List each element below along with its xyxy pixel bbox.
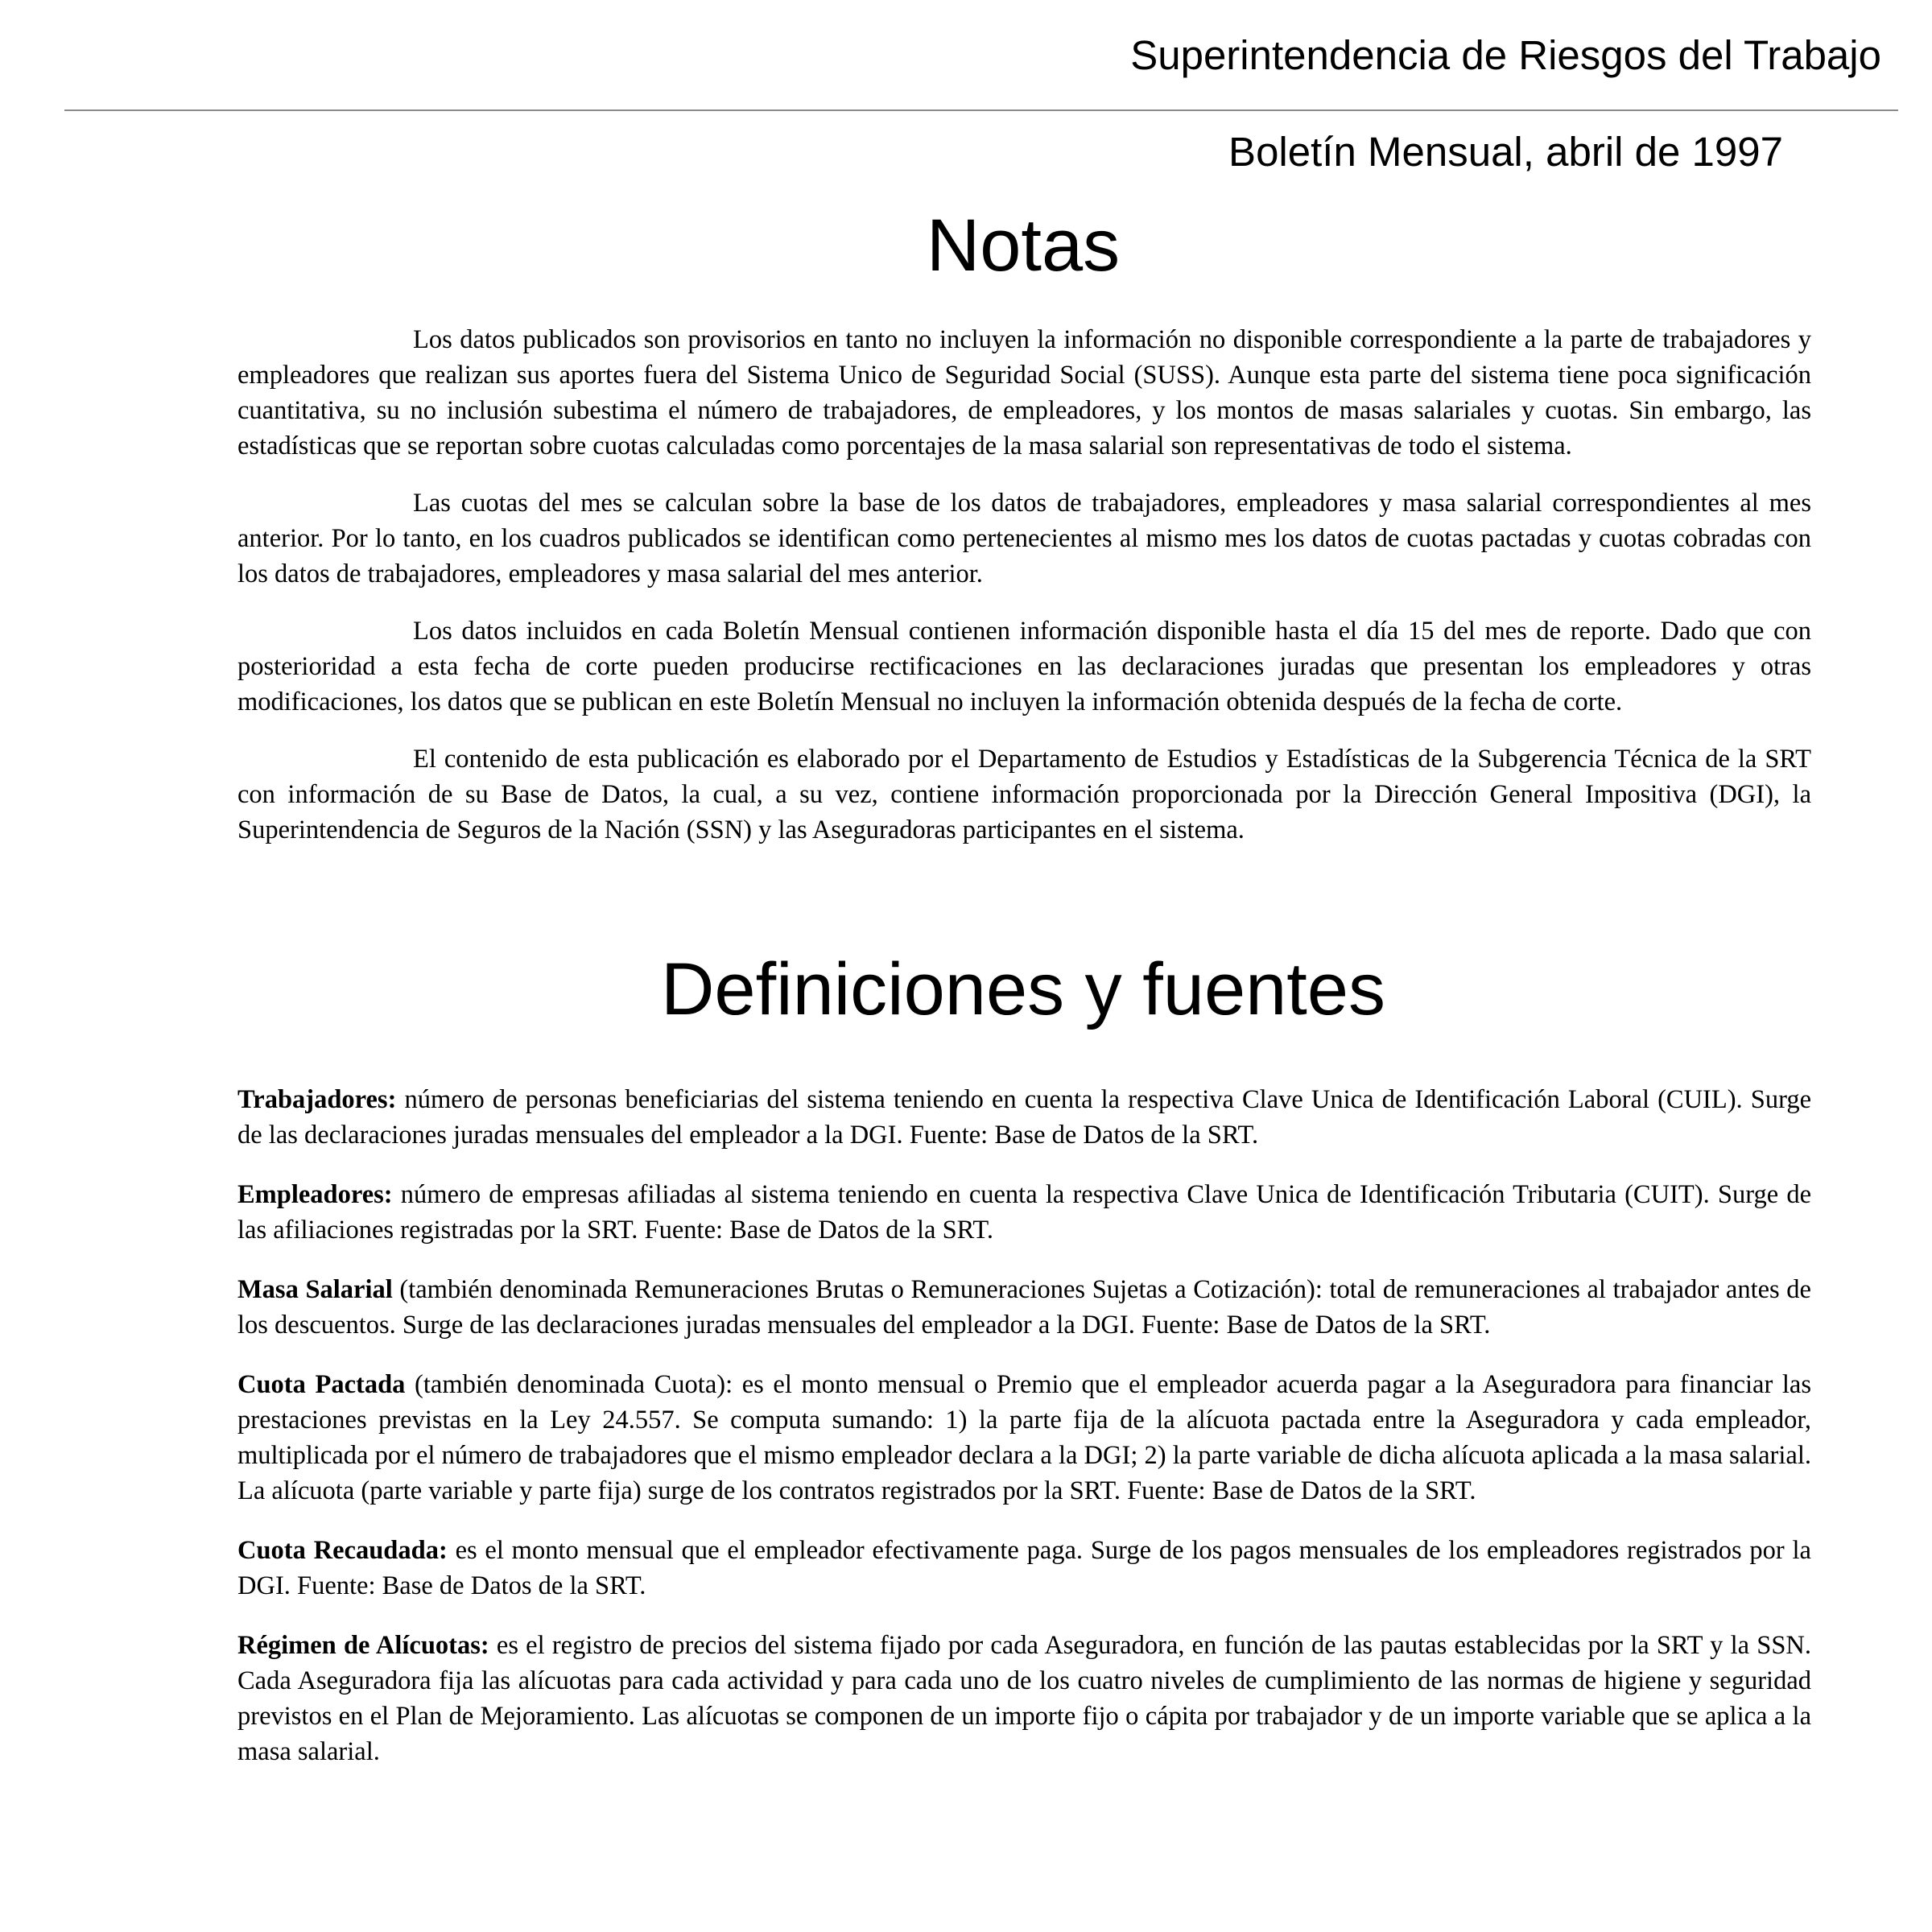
definition-text: número de personas beneficiarias del sistema teniendo en cuenta la respectiva Clave Unica de Identificación Laboral (CUIL). Surge de las declaraciones juradas mensuales del empleador a la DGI. Fuente: Base de Datos de la SRT.	[237, 1085, 1811, 1150]
definition-cuota-recaudada	[237, 1533, 1811, 1604]
definition-term: Régimen de Alícuotas:	[237, 1631, 489, 1660]
definition-text: es el monto mensual que el empleador efectivamente paga. Surge de los pagos mensuales de los empleadores registrados por la DGI. Fuente: Base de Datos de la SRT.	[237, 1536, 1811, 1600]
definition-text: número de empresas afiliadas al sistema teniendo en cuenta la respectiva Clave Unica de Identificación Tributaria (CUIT). Surge de las afiliaciones registradas por la SRT. Fuente: Base de Datos de la SRT.	[237, 1180, 1811, 1245]
definition-regimen-alicuotas	[237, 1628, 1811, 1769]
notas-paragraph: Las cuotas del mes se calculan sobre la base de los datos de trabajadores, empleadores y masa salarial correspondientes al mes anterior. Por lo tanto, en los cuadros publicados se identifican como pertenecientes al mismo mes los datos de cuotas pactadas y cuotas cobradas con los datos de trabajadores, empleadores y masa salarial del mes anterior.	[237, 489, 1811, 588]
definition-text: (también denominada Remuneraciones Brutas o Remuneraciones Sujetas a Cotización): total de remuneraciones al trabajador antes de los descuentos. Surge de las declaraciones juradas mensuales del empleador a la DGI. Fuente: Base de Datos de la SRT.	[237, 1275, 1811, 1340]
definiciones-title: Definiciones y fuentes	[660, 948, 1386, 1030]
definition-text: es el registro de precios del sistema fijado por cada Aseguradora, en función de las pautas establecidas por la SRT y la SSN. Cada Aseguradora fija las alícuotas para cada actividad y para cada uno de los cuatro niveles de cumplimiento de las normas de higiene y seguridad previstos en el Plan de Mejoramiento. Las alícuotas se componen de un importe fijo o cápita por trabajador y de un importe variable que se aplica a la masa salarial.	[237, 1631, 1811, 1766]
header-bulletin-date: Boletín Mensual, abril de 1997	[1228, 129, 1783, 175]
definition-trabajadores	[237, 1082, 1811, 1153]
definition-term: Trabajadores:	[237, 1085, 397, 1114]
definition-term: Cuota Recaudada:	[237, 1536, 448, 1565]
definition-masa-salarial	[237, 1272, 1811, 1343]
definition-term: Cuota Pactada	[237, 1370, 406, 1399]
notas-paragraph: Los datos publicados son provisorios en tanto no incluyen la información no disponible correspondiente a la parte de trabajadores y empleadores que realizan sus aportes fuera del Sistema Unico de Seguridad Social (SUSS). Aunque esta parte del sistema tiene poca significación cuantitativa, su no inclusión subestima el número de trabajadores, de empleadores, y los montos de masas salariales y cuotas. Sin embargo, las estadísticas que se reportan sobre cuotas calculadas como porcentajes de la masa salarial son representativas de todo el sistema.	[237, 325, 1811, 460]
notas-paragraph: El contenido de esta publicación es elaborado por el Departamento de Estudios y Estadísticas de la Subgerencia Técnica de la SRT con información de su Base de Datos, la cual, a su vez, contiene información proporcionada por la Dirección General Impositiva (DGI), la Superintendencia de Seguros de la Nación (SSN) y las Aseguradoras participantes en el sistema.	[237, 745, 1811, 844]
header-divider	[64, 109, 1898, 111]
notas-title: Notas	[926, 204, 1121, 287]
notas-paragraph: Los datos incluidos en cada Boletín Mensual contienen información disponible hasta el día 15 del mes de reporte. Dado que con posterioridad a esta fecha de corte pueden producirse rectificaciones en las declaraciones juradas que presentan los empleadores y otras modificaciones, los datos que se publican en este Boletín Mensual no incluyen la información obtenida después de la fecha de corte.	[237, 617, 1811, 716]
definition-term: Empleadores:	[237, 1180, 393, 1209]
definition-empleadores	[237, 1177, 1811, 1248]
notas-section	[237, 322, 1811, 869]
definition-term: Masa Salarial	[237, 1275, 393, 1304]
header-organization: Superintendencia de Riesgos del Trabajo	[1130, 32, 1881, 78]
definition-text: (también denominada Cuota): es el monto mensual o Premio que el empleador acuerda pagar a la Aseguradora para financiar las prestaciones previstas en la Ley 24.557. Se computa sumando: 1) la parte fija de la alícuota pactada entre la Aseguradora y cada empleador, multiplicada por el número de trabajadores que el mismo empleador declara a la DGI; 2) la parte variable de dicha alícuota aplicada a la masa salarial. La alícuota (parte variable y parte fija) surge de los contratos registrados por la SRT. Fuente: Base de Datos de la SRT.	[237, 1370, 1812, 1505]
definition-cuota-pactada	[237, 1367, 1811, 1509]
definiciones-section	[237, 1082, 1811, 1794]
